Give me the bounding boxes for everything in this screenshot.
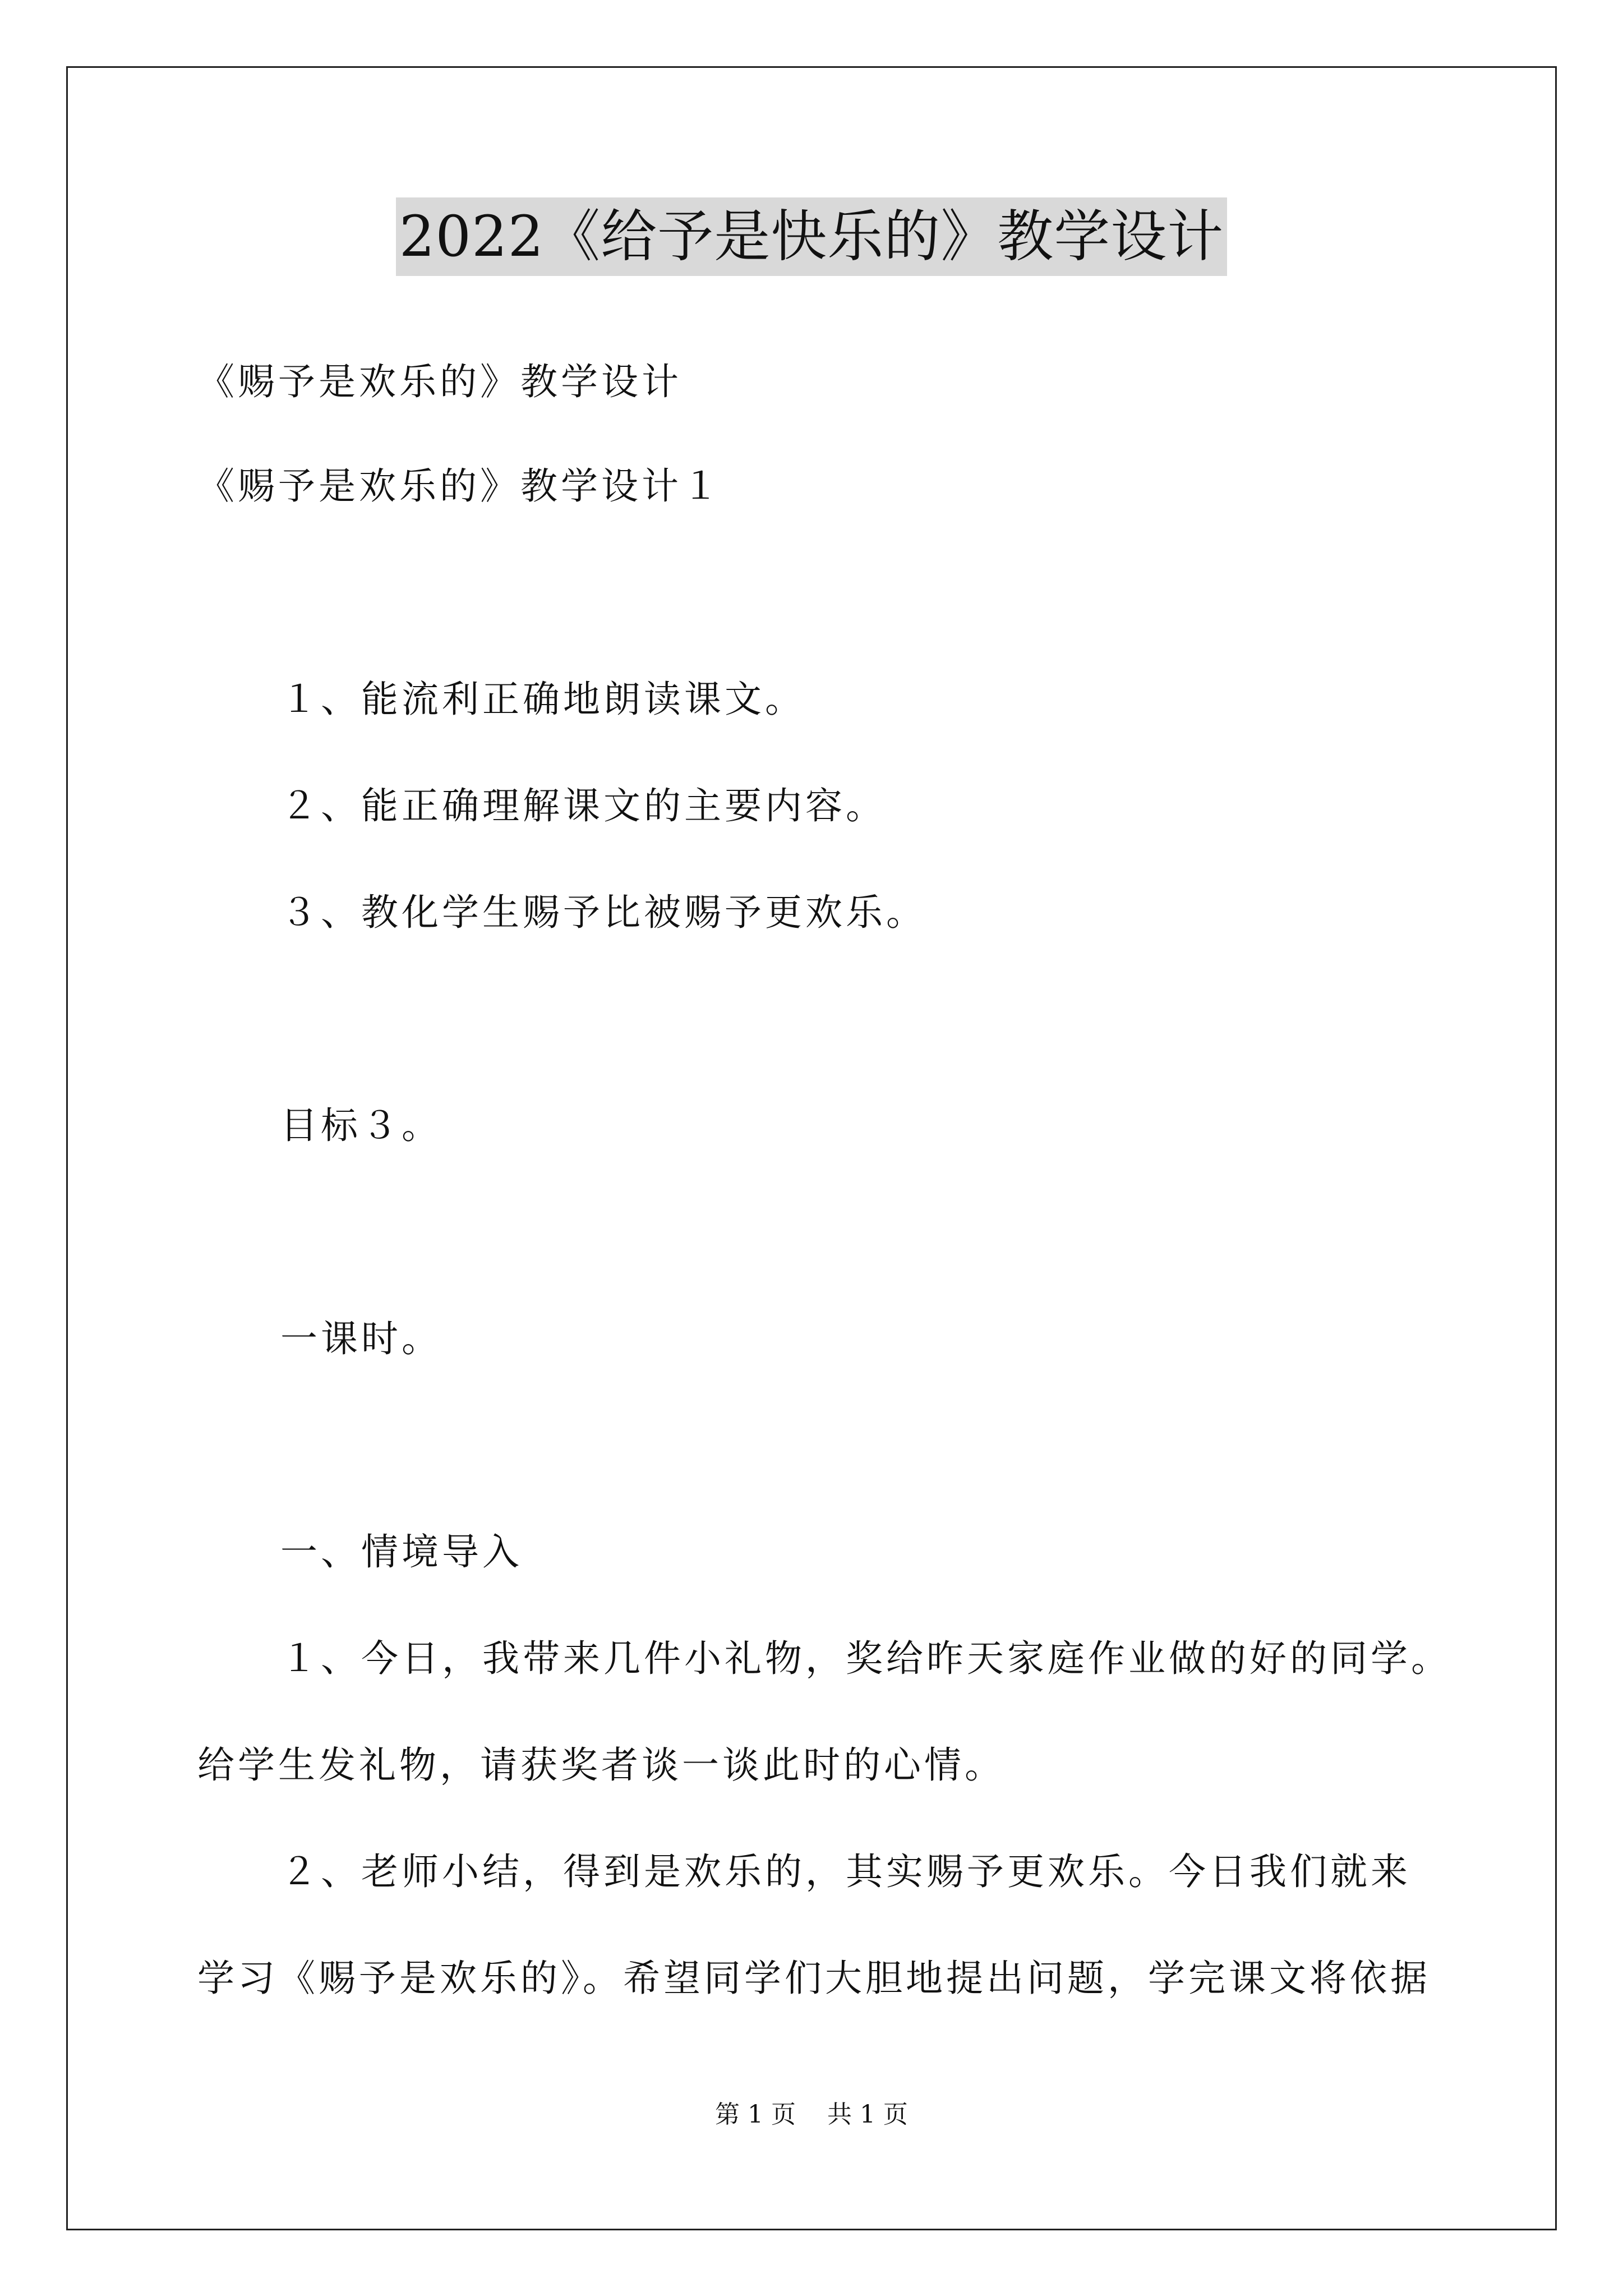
key-point: 目标３。 <box>280 1104 442 1147</box>
document-title: 2022《给予是快乐的》教学设计 <box>396 197 1228 276</box>
objective-2: ２、能正确理解课文的主要内容。 <box>280 784 886 827</box>
page-footer: 第 1 页 共 1 页 <box>715 2100 908 2129</box>
document-title-block <box>0 197 1623 276</box>
objective-3: ３、教化学生赐予比被赐予更欢乐。 <box>280 891 926 934</box>
objective-1: １、能流利正确地朗读课文。 <box>280 678 805 721</box>
paragraph-line: ２、老师小结，得到是欢乐的，其实赐予更欢乐。今日我们就来 <box>280 1850 1411 1893</box>
paragraph-line: 给学生发礼物，请获奖者谈一谈此时的心情。 <box>197 1743 1005 1787</box>
step-heading: 一、情境导入 <box>280 1530 523 1573</box>
subtitle: 《赐予是欢乐的》教学设计 <box>197 360 682 403</box>
duration: 一课时。 <box>280 1317 442 1360</box>
paragraph-line: 学习《赐予是欢乐的》。希望同学们大胆地提出问题，学完课文将依据 <box>197 1957 1431 2000</box>
paragraph-line: １、今日，我带来几件小礼物，奖给昨天家庭作业做的好的同学。 <box>280 1637 1451 1680</box>
section-heading: 《赐予是欢乐的》教学设计１ <box>197 464 722 508</box>
